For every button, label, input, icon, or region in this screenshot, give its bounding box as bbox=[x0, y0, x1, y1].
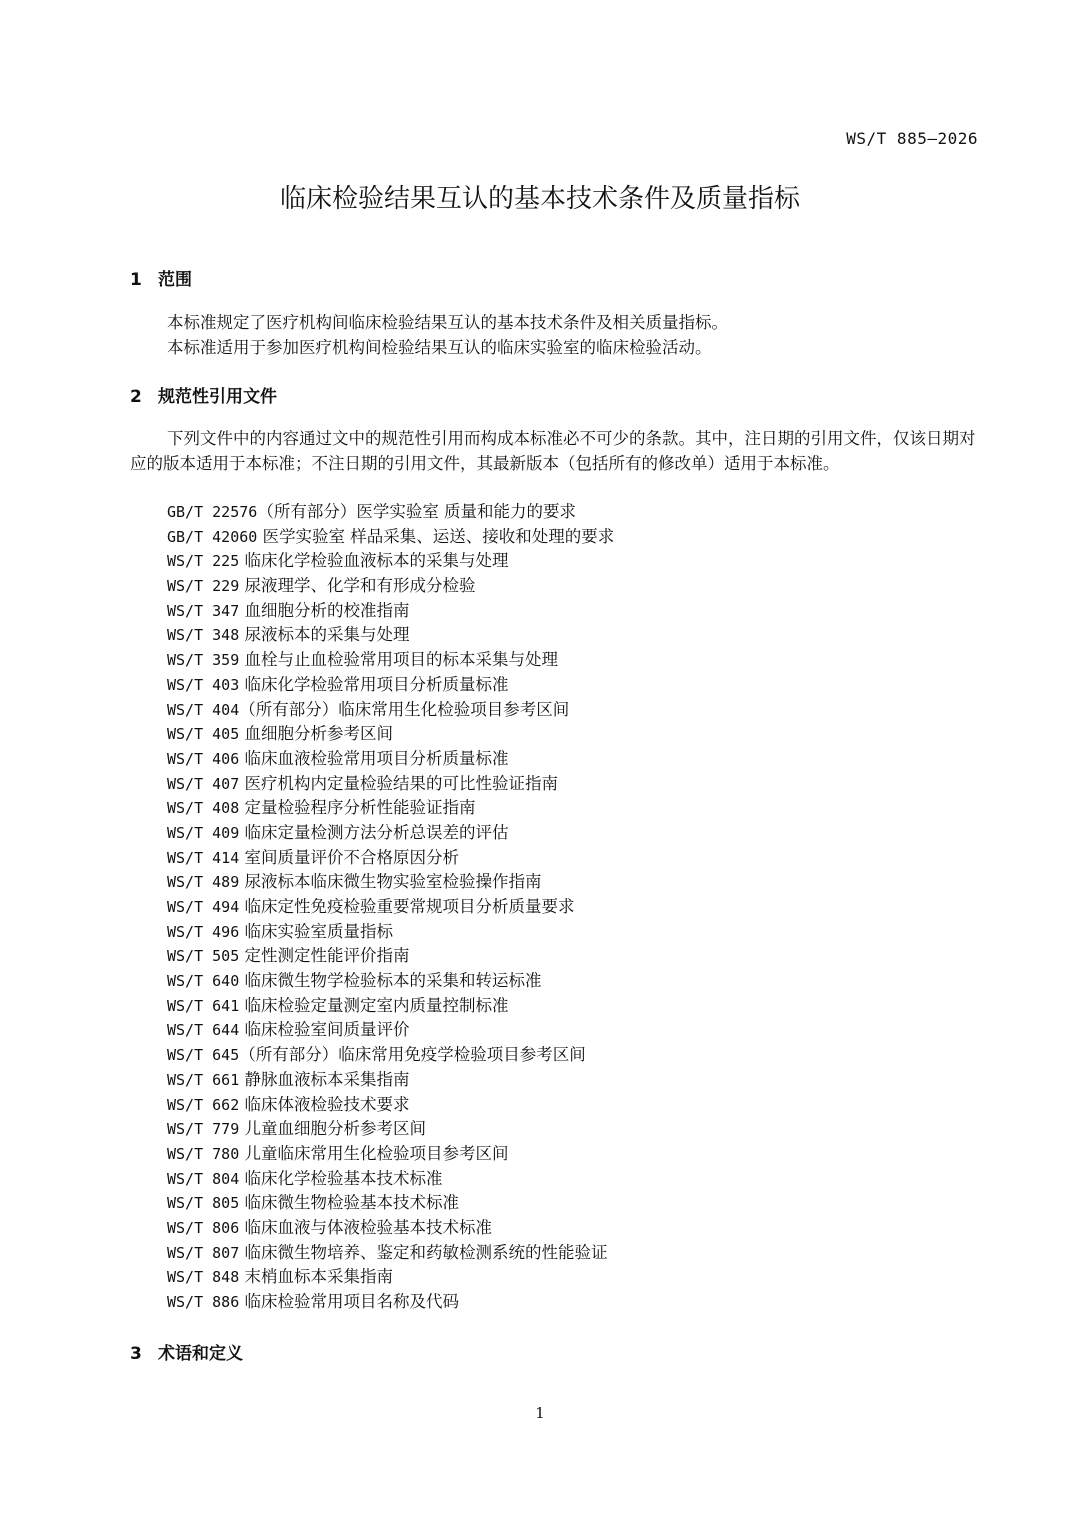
reference-title: 临床定量检测方法分析总误差的评估 bbox=[239, 822, 509, 842]
reference-item bbox=[167, 574, 978, 599]
reference-code: WS/T 494 bbox=[167, 898, 240, 916]
reference-item bbox=[167, 673, 978, 698]
reference-title: 临床微生物学检验标本的采集和转运标准 bbox=[239, 971, 542, 991]
reference-code: WS/T 359 bbox=[167, 651, 240, 670]
reference-title: 临床血液检验常用项目分析质量标准 bbox=[239, 748, 509, 768]
page-number: 1 bbox=[535, 1404, 545, 1422]
reference-title: 血栓与止血检验常用项目的标本采集与处理 bbox=[239, 650, 558, 670]
reference-title: 医学实验室 样品采集、运送、接收和处理的要求 bbox=[257, 526, 615, 546]
reference-code: WS/T 409 bbox=[167, 823, 240, 842]
reference-code: GB/T 42060 bbox=[167, 527, 258, 546]
reference-code: WS/T 403 bbox=[167, 675, 240, 694]
reference-code: WS/T 414 bbox=[167, 848, 240, 867]
reference-item bbox=[167, 623, 978, 648]
reference-title: （所有部分）医学实验室 质量和能力的要求 bbox=[257, 502, 577, 521]
section-heading-terms bbox=[130, 1339, 243, 1364]
reference-code: WS/T 641 bbox=[167, 996, 240, 1015]
reference-code: WS/T 779 bbox=[167, 1120, 240, 1139]
reference-code: WS/T 645 bbox=[167, 1046, 240, 1065]
reference-code: WS/T 225 bbox=[167, 552, 240, 571]
reference-title: 临床体液检验技术要求 bbox=[239, 1094, 410, 1114]
reference-title: 临床微生物检验基本技术标准 bbox=[239, 1193, 459, 1213]
reference-code: WS/T 505 bbox=[167, 947, 240, 966]
reference-list bbox=[167, 500, 978, 1315]
reference-item bbox=[167, 1290, 978, 1315]
reference-code: WS/T 848 bbox=[167, 1268, 240, 1287]
reference-item bbox=[167, 722, 978, 747]
reference-code: WS/T 662 bbox=[167, 1095, 240, 1114]
section-number: 1 bbox=[130, 270, 142, 290]
reference-title: 尿液标本临床微生物实验室检验操作指南 bbox=[239, 872, 542, 892]
references-intro-text: 下列文件中的内容通过文中的规范性引用而构成本标准必不可少的条款。其中，注日期的引用文件，仅该日期对应的版本适用于本标准；不注日期的引用文件，其最新版本（包括所有的修改单）适用于本标准。 bbox=[130, 429, 976, 473]
scope-paragraph: 本标准适用于参加医疗机构间检验结果互认的临床实验室的临床检验活动。 bbox=[167, 337, 712, 357]
reference-title: 定性测定性能评价指南 bbox=[239, 946, 410, 966]
reference-title: 定量检验程序分析性能验证指南 bbox=[239, 798, 476, 818]
reference-title: 临床检验室间质量评价 bbox=[239, 1020, 410, 1040]
reference-title: 医疗机构内定量检验结果的可比性验证指南 bbox=[239, 773, 558, 793]
reference-item bbox=[167, 1043, 978, 1068]
reference-item bbox=[167, 1191, 978, 1216]
reference-item bbox=[167, 747, 978, 772]
reference-item bbox=[167, 525, 978, 550]
document-title: 临床检验结果互认的基本技术条件及质量指标 bbox=[279, 184, 800, 214]
reference-title: 儿童临床常用生化检验项目参考区间 bbox=[239, 1143, 509, 1163]
reference-code: WS/T 405 bbox=[167, 725, 240, 744]
reference-title: 血细胞分析参考区间 bbox=[239, 724, 393, 744]
reference-code: WS/T 408 bbox=[167, 799, 240, 818]
reference-item bbox=[167, 1068, 978, 1093]
reference-code: WS/T 348 bbox=[167, 626, 240, 645]
reference-item bbox=[167, 821, 978, 846]
reference-title: 临床检验常用项目名称及代码 bbox=[239, 1292, 459, 1311]
reference-code: WS/T 644 bbox=[167, 1021, 240, 1040]
reference-item bbox=[167, 920, 978, 945]
reference-code: WS/T 806 bbox=[167, 1218, 240, 1237]
reference-item bbox=[167, 1142, 978, 1167]
reference-item bbox=[167, 944, 978, 969]
reference-item bbox=[167, 895, 978, 920]
reference-code: WS/T 407 bbox=[167, 774, 240, 793]
reference-title: （所有部分）临床常用免疫学检验项目参考区间 bbox=[239, 1045, 586, 1065]
reference-item bbox=[167, 698, 978, 723]
reference-code: WS/T 347 bbox=[167, 601, 240, 620]
reference-title: 临床检验定量测定室内质量控制标准 bbox=[239, 995, 509, 1015]
reference-item bbox=[167, 969, 978, 994]
reference-code: WS/T 807 bbox=[167, 1243, 240, 1262]
reference-code: WS/T 804 bbox=[167, 1169, 240, 1188]
reference-code: WS/T 805 bbox=[167, 1194, 240, 1213]
reference-title: 临床化学检验基本技术标准 bbox=[239, 1168, 443, 1188]
reference-item bbox=[167, 1093, 978, 1118]
section-title: 规范性引用文件 bbox=[158, 387, 277, 407]
reference-item bbox=[167, 1216, 978, 1241]
reference-code: GB/T 22576 bbox=[167, 503, 258, 521]
reference-code: WS/T 406 bbox=[167, 749, 240, 768]
reference-code: WS/T 886 bbox=[167, 1293, 240, 1311]
reference-item bbox=[167, 796, 978, 821]
reference-item bbox=[167, 648, 978, 673]
reference-code: WS/T 489 bbox=[167, 873, 240, 892]
section-title: 术语和定义 bbox=[158, 1344, 243, 1364]
reference-item bbox=[167, 846, 978, 871]
reference-title: 临床实验室质量指标 bbox=[239, 921, 393, 941]
section-heading-normative-references bbox=[130, 382, 277, 407]
reference-code: WS/T 496 bbox=[167, 922, 240, 941]
reference-title: 静脉血液标本采集指南 bbox=[239, 1069, 410, 1089]
reference-item bbox=[167, 500, 978, 525]
reference-item bbox=[167, 994, 978, 1019]
reference-code: WS/T 229 bbox=[167, 577, 240, 596]
reference-code: WS/T 661 bbox=[167, 1070, 240, 1089]
scope-paragraph: 本标准规定了医疗机构间临床检验结果互认的基本技术条件及相关质量指标。 bbox=[167, 313, 728, 332]
reference-code: WS/T 780 bbox=[167, 1144, 240, 1163]
reference-title: 尿液理学、化学和有形成分检验 bbox=[239, 576, 476, 596]
reference-title: （所有部分）临床常用生化检验项目参考区间 bbox=[239, 699, 570, 719]
reference-title: 临床血液与体液检验基本技术标准 bbox=[239, 1217, 492, 1237]
reference-item bbox=[167, 870, 978, 895]
reference-title: 室间质量评价不合格原因分析 bbox=[239, 847, 459, 867]
reference-item bbox=[167, 549, 978, 574]
reference-item bbox=[167, 1018, 978, 1043]
reference-item bbox=[167, 1265, 978, 1290]
reference-title: 尿液标本的采集与处理 bbox=[239, 625, 410, 645]
standard-number: WS/T 885—2026 bbox=[846, 129, 978, 148]
section-title: 范围 bbox=[158, 270, 192, 290]
reference-code: WS/T 640 bbox=[167, 972, 240, 991]
reference-item bbox=[167, 772, 978, 797]
section-number: 3 bbox=[130, 1344, 142, 1364]
reference-title: 临床化学检验常用项目分析质量标准 bbox=[239, 674, 509, 694]
reference-title: 血细胞分析的校准指南 bbox=[239, 600, 410, 620]
reference-code: WS/T 404 bbox=[167, 700, 240, 719]
reference-item bbox=[167, 1167, 978, 1192]
reference-title: 临床化学检验血液标本的采集与处理 bbox=[239, 551, 509, 571]
reference-item bbox=[167, 1117, 978, 1142]
reference-title: 末梢血标本采集指南 bbox=[239, 1267, 393, 1287]
scope-body bbox=[130, 311, 978, 360]
section-number: 2 bbox=[130, 387, 142, 407]
references-intro bbox=[130, 427, 978, 476]
reference-title: 临床微生物培养、鉴定和药敏检测系统的性能验证 bbox=[239, 1242, 608, 1262]
reference-item bbox=[167, 599, 978, 624]
reference-title: 儿童血细胞分析参考区间 bbox=[239, 1119, 426, 1139]
section-heading-scope bbox=[130, 265, 192, 290]
reference-title: 临床定性免疫检验重要常规项目分析质量要求 bbox=[239, 897, 575, 916]
reference-item bbox=[167, 1241, 978, 1266]
